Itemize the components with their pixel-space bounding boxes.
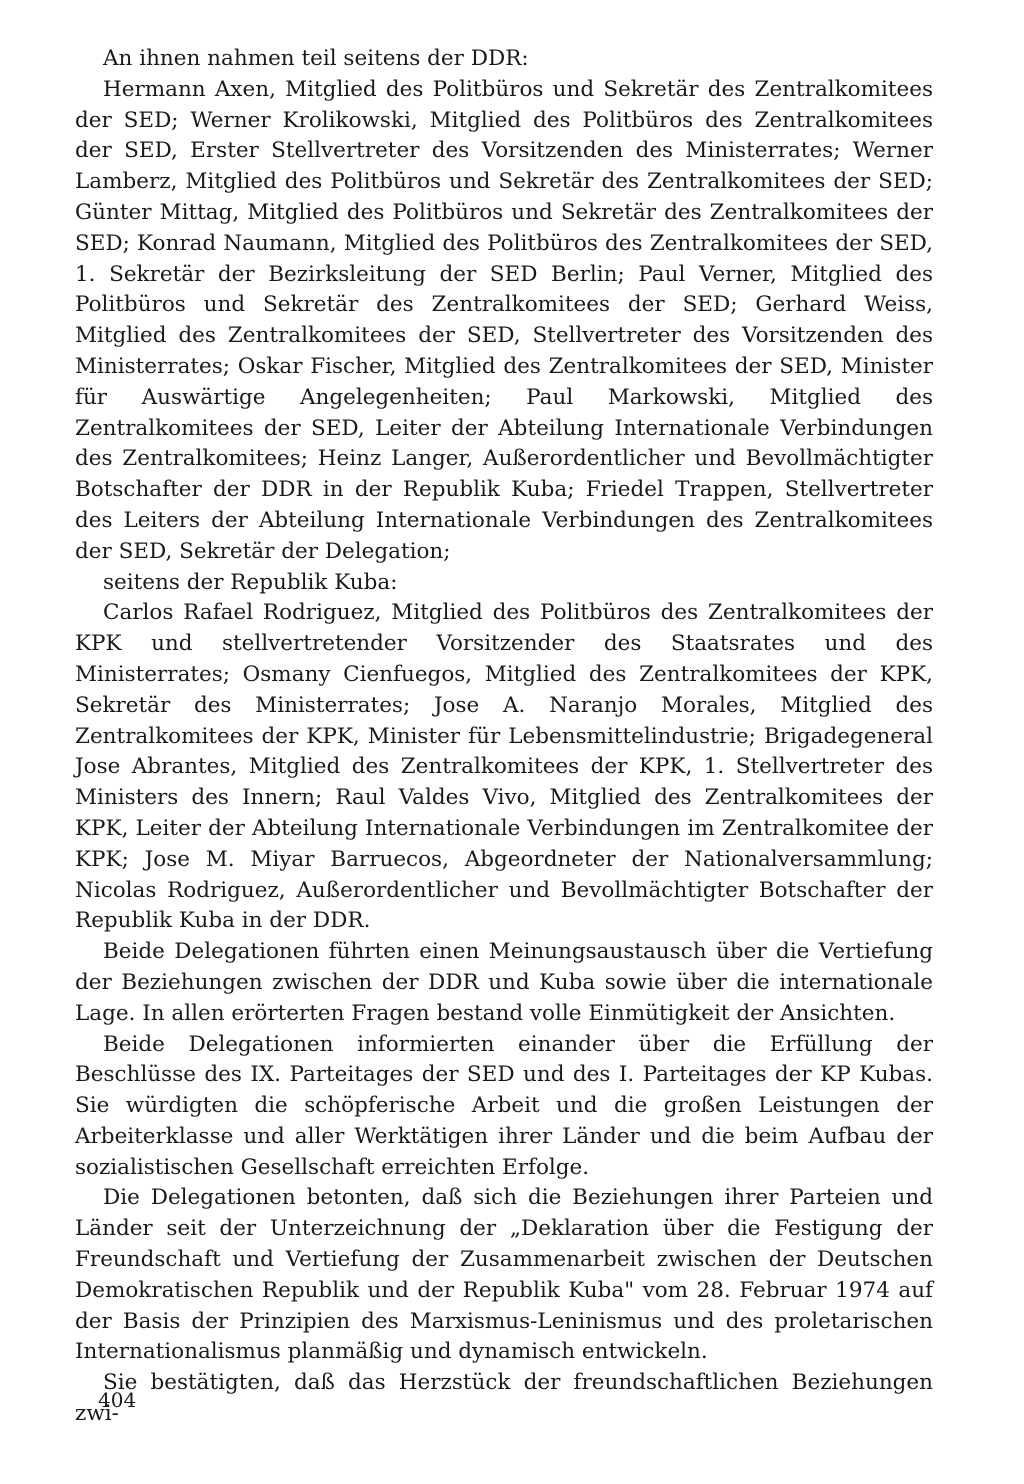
paragraph-declaration: Die Delegationen betonten, daß sich die Beziehungen ihrer Parteien und Länder seit der Unterzeichnung der „Deklaration über die Festigung der Freundschaft und Vertiefung der Zusammenarbeit zwischen der Deutschen Demokratischen Republik und der Republik Kuba" vom 28. Februar 1974 auf der Basis der Prinzipien des Marxismus-Leninismus und des proletarischen Internationalismus planmäßig und dynamisch entwickeln. — [75, 1185, 933, 1365]
page-number: 404 — [98, 1388, 137, 1412]
paragraph-kuba-intro: seitens der Republik Kuba: — [103, 569, 398, 595]
paragraph-party-congress: Beide Delegationen informierten einander über die Erfüllung der Beschlüsse des IX. Parteitages der SED und des I. Parteitages der KP Kubas. Sie würdigten die schöpferische Arbeit und die großen Leistungen der Arbeiterklasse und aller Werktätigen ihrer Länder und die beim Aufbau der sozialistischen Gesellschaft erreichten Erfolge. — [75, 1031, 933, 1180]
paragraph-kuba-participants: Carlos Rafael Rodriguez, Mitglied des Politbüros des Zentralkomitees der KPK und stellvertretender Vorsitzender des Staatsrates und des Ministerrates; Osmany Cienfuegos, Mitglied des Zentralkomitees der KPK, Sekretär des Ministerrates; Jose A. Naranjo Morales, Mitglied des Zentralkomitees der KPK, Minister für Lebensmittelindustrie; Brigadegeneral Jose Abrantes, Mitglied des Zentralkomitees der KPK, 1. Stellvertreter des Ministers des Innern; Raul Valdes Vivo, Mitglied des Zentralkomitees der KPK, Leiter der Abteilung Internationale Verbindungen im Zentralkomitee der KPK; Jose M. Miyar Barruecos, Abgeordneter der Nationalversammlung; Nicolas Rodriguez, Außerordentlicher und Bevollmächtigter Botschafter der Republik Kuba in der DDR. — [75, 600, 933, 934]
paragraph-exchange: Beide Delegationen führten einen Meinungsaustausch über die Vertiefung der Beziehungen zwischen der DDR und Kuba sowie über die internationale Lage. In allen erörterten Fragen bestand volle Einmütigkeit der Ansichten. — [75, 939, 933, 1026]
document-body — [75, 44, 933, 1430]
paragraph-ddr-participants: Hermann Axen, Mitglied des Politbüros und Sekretär des Zentralkomitees der SED; Werner Krolikowski, Mitglied des Politbüros des Zentralkomitees der SED, Erster Stellvertreter des Vorsitzenden des Ministerrates; Werner Lamberz, Mitglied des Politbüros und Sekretär des Zentralkomitees der SED; Günter Mittag, Mitglied des Politbüros und Sekretär des Zentralkomitees der SED; Konrad Naumann, Mitglied des Politbüros des Zentralkomitees der SED, 1. Sekretär der Bezirksleitung der SED Berlin; Paul Verner, Mitglied des Politbüros und Sekretär des Zentralkomitees der SED; Gerhard Weiss, Mitglied des Zentralkomitees der SED, Stellvertreter des Vorsitzenden des Ministerrates; Oskar Fischer, Mitglied des Zentralkomitees der SED, Minister für Auswärtige Angelegenheiten; Paul Markowski, Mitglied des Zentralkomitees der SED, Leiter der Abteilung Internationale Verbindungen des Zentralkomitees; Heinz Langer, Außerordentlicher und Bevollmächtigter Botschafter der DDR in der Republik Kuba; Friedel Trappen, Stellvertreter des Leiters der Abteilung Internationale Verbindungen des Zentralkomitees der SED, Sekretär der Delegation; — [75, 76, 933, 564]
paragraph-ddr-intro: An ihnen nahmen teil seitens der DDR: — [103, 46, 529, 71]
paragraph-friendship: Sie bestätigten, daß das Herzstück der freundschaftlichen Beziehungen zwi- — [75, 1370, 933, 1427]
